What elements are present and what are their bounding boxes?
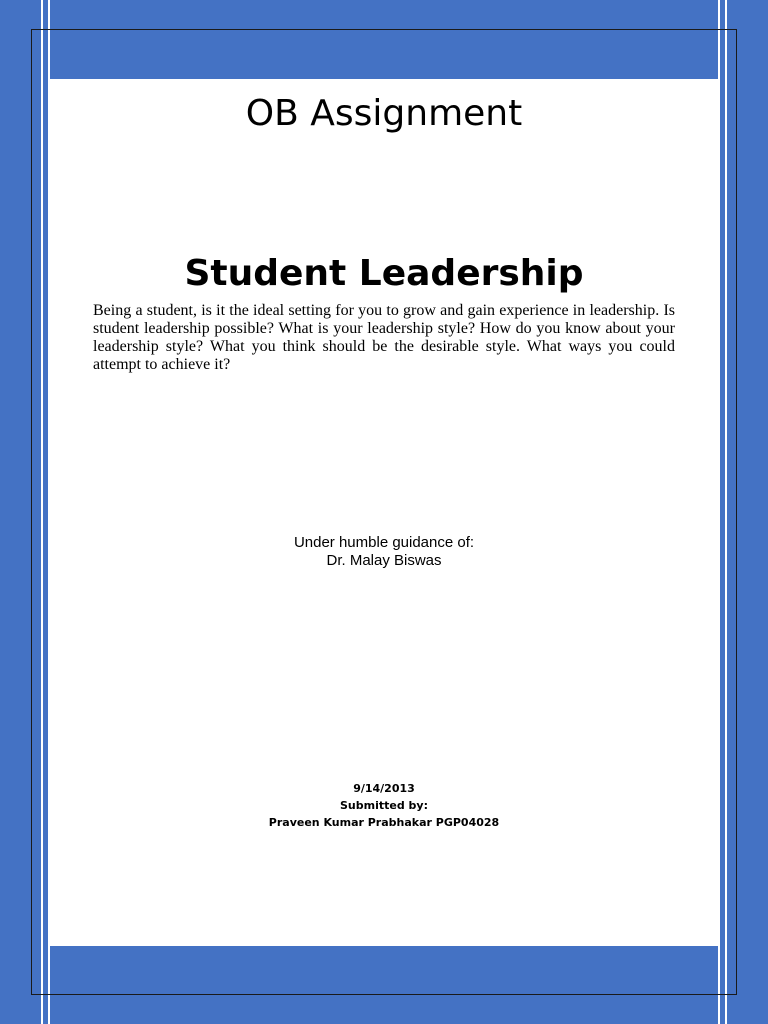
right-border-band — [727, 0, 768, 1024]
submission-block — [0, 780, 768, 831]
bottom-band-center — [50, 946, 718, 1024]
guidance-label: Under humble guidance of: — [293, 534, 475, 551]
left-border-band — [0, 0, 41, 1024]
assignment-description: Being a student, is it the ideal setting for you to grow and gain experience in leadership. Is student leadership possible? What is your leadership style? How do you know about your leadership style? What you think should be the desirable style. What ways you could attempt to achieve it? — [93, 302, 675, 373]
submission-date: 9/14/2013 — [353, 782, 415, 795]
author-name: Praveen Kumar Prabhakar PGP04028 — [268, 816, 500, 829]
document-title: OB Assignment — [245, 93, 523, 134]
document-subtitle: Student Leadership — [184, 253, 584, 294]
top-band-center — [50, 0, 718, 79]
left-inner-line — [43, 0, 48, 1024]
guidance-block — [0, 534, 768, 570]
guide-name: Dr. Malay Biswas — [326, 552, 442, 569]
right-inner-line — [720, 0, 725, 1024]
submitted-by-label: Submitted by: — [340, 799, 428, 812]
